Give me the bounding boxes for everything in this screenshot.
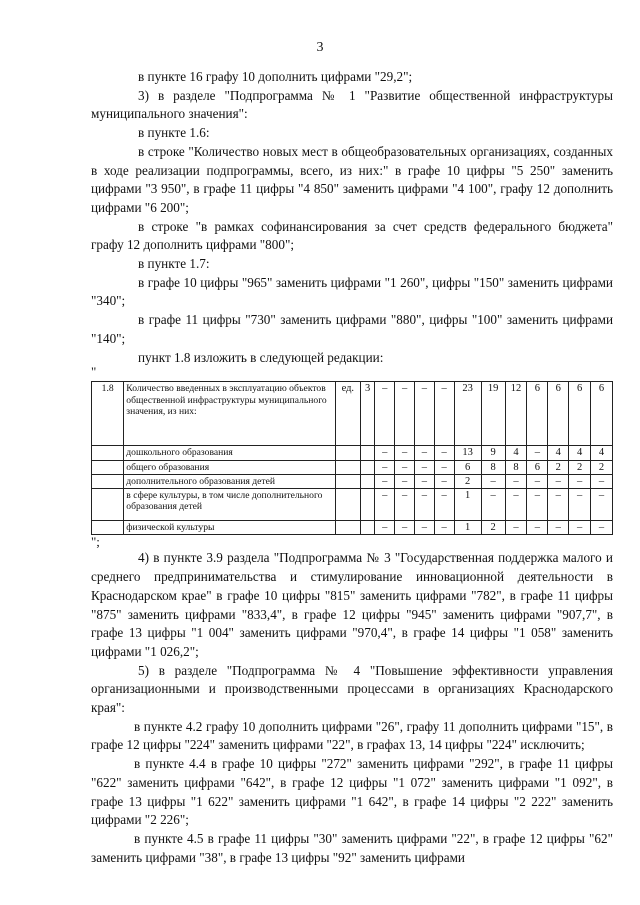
paragraph: в пункте 4.4 в графе 10 цифры "272" заменить цифрами "292", в графе 11 цифры "622" заменить цифрами "642", в графе 12 цифры "1 072" заменить цифрами "1 092", в графе 13 цифры "1 622" заменить цифрами "1 642", в графе 14 цифры "2 222" заменить цифрами "2 226"; [91,756,613,828]
paragraph: в пункте 16 графу 10 дополнить цифрами "29,2"; [138,69,413,84]
page-number: 3 [316,40,324,55]
table-cell: – [414,460,434,474]
table-cell: – [375,446,395,460]
indicator-name-cell: в сфере культуры, в том числе дополнительного образования детей [124,489,336,521]
table-cell: – [569,489,591,521]
table-cell: 6 [454,460,481,474]
table-cell: – [591,521,613,535]
table-cell: 6 [548,382,569,446]
table-row [92,460,613,474]
table-cell: – [395,521,415,535]
table-cell: 23 [454,382,481,446]
table-cell: – [414,474,434,488]
table-cell: 6 [569,382,591,446]
indicator-name-cell: дошкольного образования [124,446,336,460]
table-cell: – [414,489,434,521]
table-cell: 8 [481,460,505,474]
table-cell: – [434,382,454,446]
paragraph: в графе 11 цифры "730" заменить цифрами "880", цифры "100" заменить цифрами "140"; [91,312,613,346]
table-cell: – [395,460,415,474]
paragraph: в пункте 1.7: [138,256,210,272]
table-cell: – [591,474,613,488]
table-cell: – [434,460,454,474]
table-cell: – [434,489,454,521]
table-cell: – [414,446,434,460]
table-cell: 4 [569,446,591,460]
indicator-table [91,381,613,535]
document-body [91,68,613,867]
table-cell: – [505,521,527,535]
paragraphs-before [91,68,613,367]
table-cell: 6 [591,382,613,446]
row-number-cell [92,474,124,488]
table-row [92,489,613,521]
table-cell: 4 [548,446,569,460]
row-number-cell [92,460,124,474]
table-cell: – [414,521,434,535]
table-cell: – [527,489,548,521]
table-cell [360,521,375,535]
table-cell: 4 [505,446,527,460]
table-cell [335,460,360,474]
table-cell [335,521,360,535]
table-cell: 19 [481,382,505,446]
table-cell: – [548,489,569,521]
table-cell: 1 [454,521,481,535]
row-number-cell [92,521,124,535]
table-cell: 2 [548,460,569,474]
table-cell [335,474,360,488]
table-cell: ед. [335,382,360,446]
table-cell: – [395,489,415,521]
paragraph: 3) в разделе "Подпрограмма № 1 "Развитие общественной инфраструктуры муниципального значения": [91,87,613,122]
table-cell: – [481,489,505,521]
indicator-name-cell: общего образования [124,460,336,474]
paragraph: в графе 10 цифры "965" заменить цифрами "1 260", цифры "150" заменить цифрами "340"; [91,274,613,309]
table-row [92,382,613,446]
table-cell: 4 [591,446,613,460]
table-row [92,521,613,535]
table-cell: – [548,521,569,535]
table-cell: 1 [454,489,481,521]
table-cell [360,489,375,521]
table-cell: – [414,382,434,446]
table-cell: – [434,446,454,460]
table-cell: 12 [505,382,527,446]
table-cell: – [527,474,548,488]
table-row [92,474,613,488]
table-cell: – [434,521,454,535]
table-cell: – [395,474,415,488]
table-cell: 2 [591,460,613,474]
table-cell: – [395,382,415,446]
table-cell: – [375,474,395,488]
table-cell: 9 [481,446,505,460]
table-cell: 2 [569,460,591,474]
table-cell: 3 [360,382,375,446]
paragraph: пункт 1.8 изложить в следующей редакции: [138,349,384,365]
table-cell: – [375,460,395,474]
table-cell: – [527,521,548,535]
table-cell [360,474,375,488]
row-number-cell [92,446,124,460]
table-cell: – [548,474,569,488]
table-cell: – [481,474,505,488]
table-cell: – [569,474,591,488]
table-cell: – [375,489,395,521]
paragraph: 5) в разделе "Подпрограмма № 4 "Повышение эффективности управления организационными и производственными процессами в организациях Краснодарского края": [91,662,613,716]
table-cell [360,460,375,474]
paragraph: в строке "в рамках софинансирования за счет средств федерального бюджета" графу 12 дополнить цифрами "800"; [91,218,613,253]
row-number-cell [92,489,124,521]
table-cell: – [375,521,395,535]
opening-quote: " [91,364,97,380]
paragraph: в строке "Количество новых мест в общеобразовательных организациях, созданных в ходе реализации подпрограммы, всего, из них:" в графе 10 цифры "5 250" заменить цифрами "3 950", в графе 11 цифры "4 850" заменить цифрами "4 100", графу 12 дополнить цифрами "6 200"; [91,143,613,215]
table-cell: – [569,521,591,535]
paragraph: 4) в пункте 3.9 раздела "Подпрограмма № 3 "Государственная поддержка малого и среднего предпринимательства и стимулирование инновационной деятельности в Краснодарском крае" в графе 10 цифры "815" заменить цифрами "782", в графе 11 цифры "875" заменить цифрами "833,4", в графе 12 цифры "945" заменить цифрами "907,7", в графе 13 цифры "1 004" заменить цифрами "970,4", в графе 14 цифры "1 058" заменить цифрами "1 026,2"; [91,550,613,659]
indicator-name-cell: Количество введенных в эксплуатацию объектов общественной инфраструктуры муниципального значения, из них: [124,382,336,446]
table-cell [360,446,375,460]
paragraph: в пункте 4.2 графу 10 дополнить цифрами "26", графу 11 дополнить цифрами "15", в графе 12 цифры "224" заменить цифрами "22", в графах 13, 14 цифры "224" исключить; [91,718,613,753]
table-cell [335,446,360,460]
indicator-name-cell: физической культуры [124,521,336,535]
table-cell: – [591,489,613,521]
table-cell: – [434,474,454,488]
paragraph: в пункте 4.5 в графе 11 цифры "30" заменить цифрами "22", в графе 12 цифры "62" заменить цифрами "38", в графе 13 цифры "92" заменить цифрами [91,830,613,865]
table-cell [335,489,360,521]
table-cell: – [527,446,548,460]
table-cell: 13 [454,446,481,460]
table-cell: 6 [527,460,548,474]
table-cell: 2 [454,474,481,488]
table-cell: 2 [481,521,505,535]
table-cell: 8 [505,460,527,474]
table-cell: 6 [527,382,548,446]
table-cell: – [375,382,395,446]
table-row [92,446,613,460]
table-cell: – [505,474,527,488]
row-number-cell: 1.8 [92,382,124,446]
paragraph: в пункте 1.6: [138,125,210,141]
paragraphs-after [91,549,613,867]
table-cell: – [505,489,527,521]
table-cell: – [395,446,415,460]
indicator-name-cell: дополнительного образования детей [124,474,336,488]
closing-quote: "; [91,534,100,550]
